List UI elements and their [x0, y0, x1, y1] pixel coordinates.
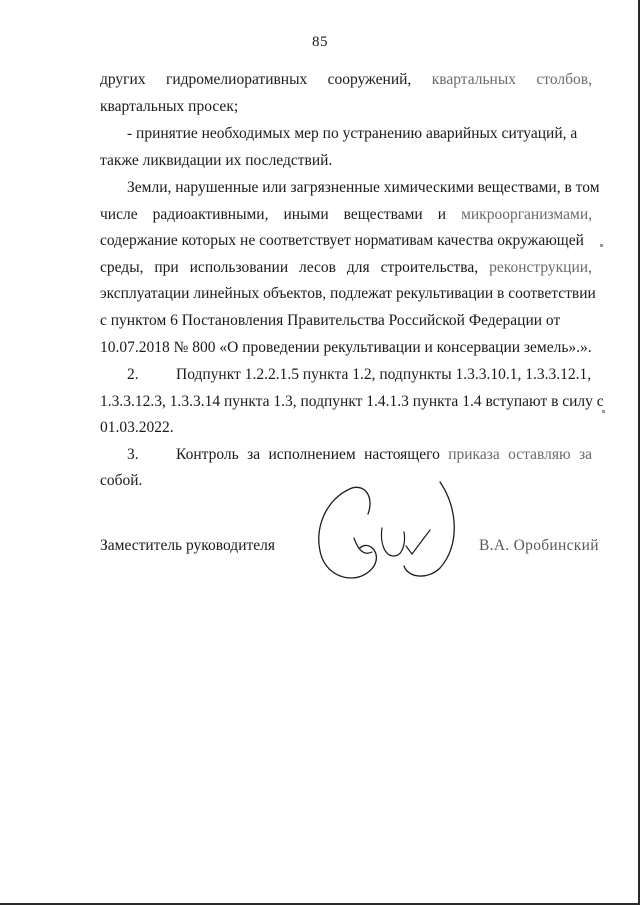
- word: при: [154, 259, 179, 276]
- word: гидромелиоративных: [165, 71, 308, 88]
- text-line-justified: [100, 70, 592, 90]
- page-number: 85: [312, 34, 328, 50]
- scan-artifact: [602, 410, 605, 413]
- signatory-position: Заместитель руководителя: [100, 537, 276, 554]
- word: радиоактивными,: [152, 206, 269, 223]
- word: иными: [283, 206, 329, 223]
- item-number: 3.: [127, 446, 139, 463]
- word: реконструкции,: [489, 259, 592, 276]
- word: и: [437, 206, 447, 223]
- text-line-justified: [100, 258, 592, 278]
- item-number: 2.: [127, 366, 139, 383]
- word: квартальных: [431, 71, 516, 88]
- text-line: Земли, нарушенные или загрязненные химическими веществами, в том: [127, 179, 600, 196]
- word: строительства,: [380, 259, 479, 276]
- word: числе: [100, 206, 138, 223]
- text-line: эксплуатации линейных объектов, подлежат рекультивации в соответствии: [100, 285, 596, 302]
- word: настоящего: [364, 446, 440, 463]
- handwritten-signature: [308, 468, 466, 586]
- word: исполнением: [268, 446, 356, 463]
- word: использовании: [189, 259, 289, 276]
- word: лесов: [299, 259, 336, 276]
- text-line: - принятие необходимых мер по устранению аварийных ситуаций, а: [127, 125, 578, 142]
- word: микроорганизмами,: [461, 206, 592, 223]
- word: оставляю: [508, 446, 571, 463]
- text-line: 01.03.2022.: [100, 419, 174, 436]
- word: других: [100, 71, 146, 88]
- text-line: содержание которых не соответствует нормативам качества окружающей: [100, 232, 584, 249]
- signatory-name: В.А. Оробинский: [479, 537, 599, 554]
- word: сооружений,: [327, 71, 412, 88]
- word: Контроль: [176, 446, 239, 463]
- word: среды,: [100, 259, 144, 276]
- text-line: 10.07.2018 № 800 «О проведении рекультивации и консервации земель».».: [100, 339, 592, 356]
- text-line-justified: [100, 205, 592, 225]
- word: для: [346, 259, 370, 276]
- text-line: собой.: [100, 472, 143, 489]
- text-line: квартальных просек;: [100, 98, 239, 115]
- word: приказа: [448, 446, 500, 463]
- text-line: Подпункт 1.2.2.1.5 пункта 1.2, подпункты 1.3.3.10.1, 1.3.3.12.1,: [176, 366, 592, 383]
- word: за: [247, 446, 261, 463]
- text-line: с пунктом 6 Постановления Правительства Российской Федерации от: [100, 312, 561, 329]
- word: столбов,: [536, 71, 592, 88]
- text-line: 1.3.3.12.3, 1.3.3.14 пункта 1.3, подпункт 1.4.1.3 пункта 1.4 вступают в силу с: [100, 393, 604, 410]
- word: веществами: [343, 206, 423, 223]
- scan-artifact: [600, 244, 603, 247]
- word: за: [578, 446, 592, 463]
- text-line-justified: [176, 445, 592, 465]
- text-line: также ликвидации их последствий.: [100, 152, 333, 169]
